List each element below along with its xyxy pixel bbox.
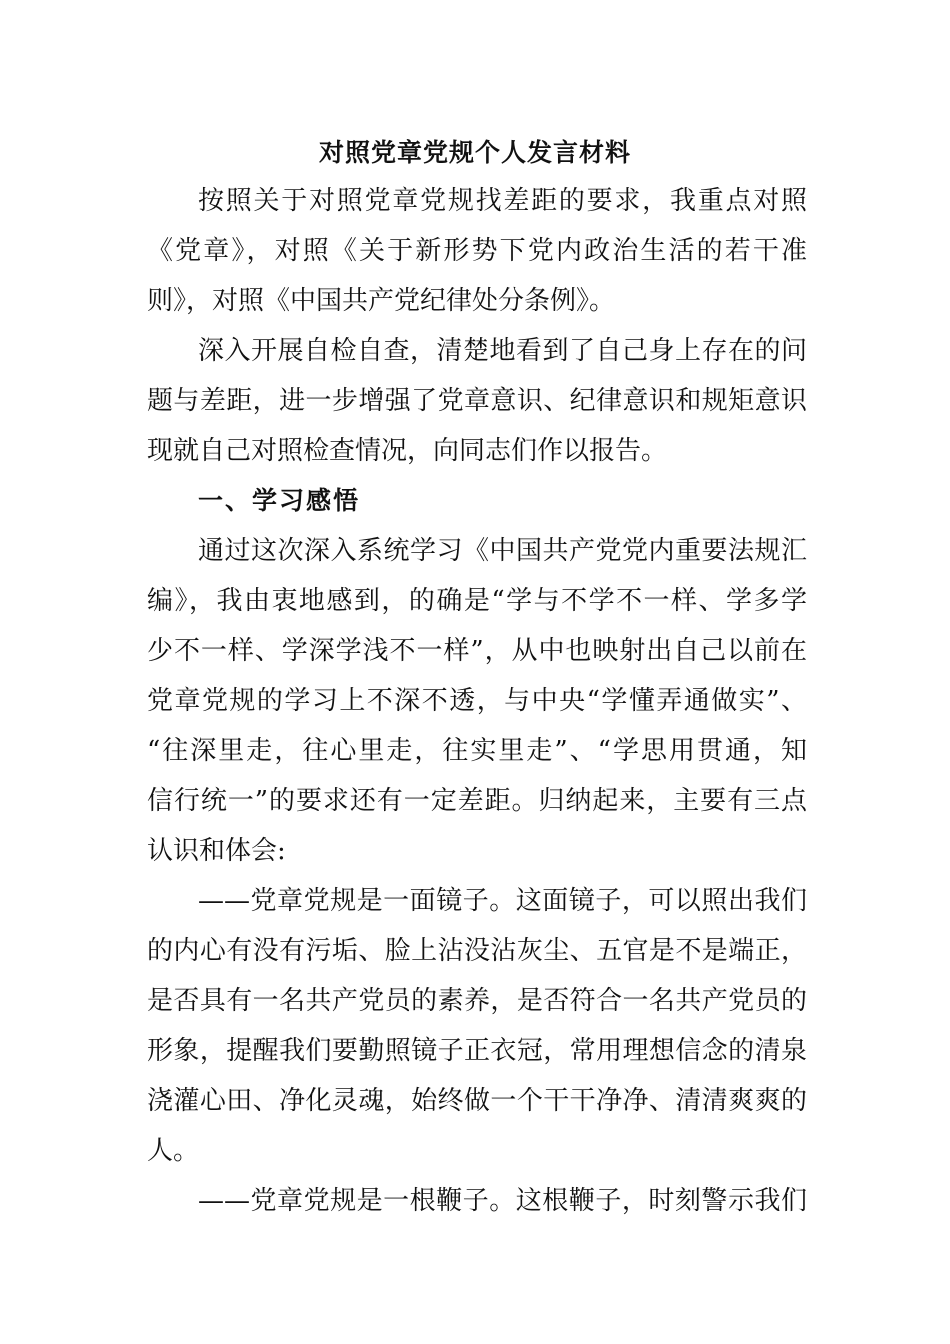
paragraph-line: 是否具有一名共产党员的素养，是否符合一名共产党员的: [147, 986, 807, 1016]
paragraph-line: 则》，对照《中国共产党纪律处分条例》。: [147, 286, 616, 316]
paragraph-line: 认识和体会:: [147, 836, 286, 866]
document-title: 对照党章党规个人发言材料: [318, 138, 631, 167]
paragraph-line: 现就自己对照检查情况，向同志们作以报告。: [147, 436, 668, 466]
paragraph-line: 人。: [147, 1136, 200, 1166]
paragraph-line: 少不一样、学深学浅不一样”，从中也映射出自己以前在: [147, 636, 807, 666]
paragraph-line: 《党章》，对照《关于新形势下党内政治生活的若干准: [147, 236, 807, 266]
paragraph-line: ——党章党规是一根鞭子。这根鞭子，时刻警示我们: [198, 1186, 807, 1216]
paragraph-line: 编》，我由衷地感到，的确是“学与不学不一样、学多学: [147, 586, 807, 616]
paragraph-line: 形象，提醒我们要勤照镜子正衣冠，常用理想信念的清泉: [147, 1036, 807, 1066]
paragraph-line: 深入开展自检自查，清楚地看到了自己身上存在的问: [198, 336, 807, 366]
paragraph-line: ——党章党规是一面镜子。这面镜子，可以照出我们: [198, 886, 807, 916]
paragraph-line: 题与差距，进一步增强了党章意识、纪律意识和规矩意识: [147, 386, 807, 416]
paragraph-line: 信行统一”的要求还有一定差距。归纳起来，主要有三点: [147, 786, 807, 816]
paragraph-line: “往深里走，往心里走，往实里走”、“学思用贯通，知: [147, 736, 807, 766]
section-heading: 一、学习感悟: [198, 486, 361, 515]
paragraph-line: 按照关于对照党章党规找差距的要求，我重点对照: [198, 186, 807, 216]
paragraph-line: 的内心有没有污垢、脸上沾没沾灰尘、五官是不是端正，: [147, 936, 807, 966]
paragraph-line: 浇灌心田、净化灵魂，始终做一个干干净净、清清爽爽的: [147, 1086, 807, 1116]
paragraph-line: 党章党规的学习上不深不透，与中央“学懂弄通做实”、: [147, 686, 807, 716]
paragraph-line: 通过这次深入系统学习《中国共产党党内重要法规汇: [198, 536, 807, 566]
